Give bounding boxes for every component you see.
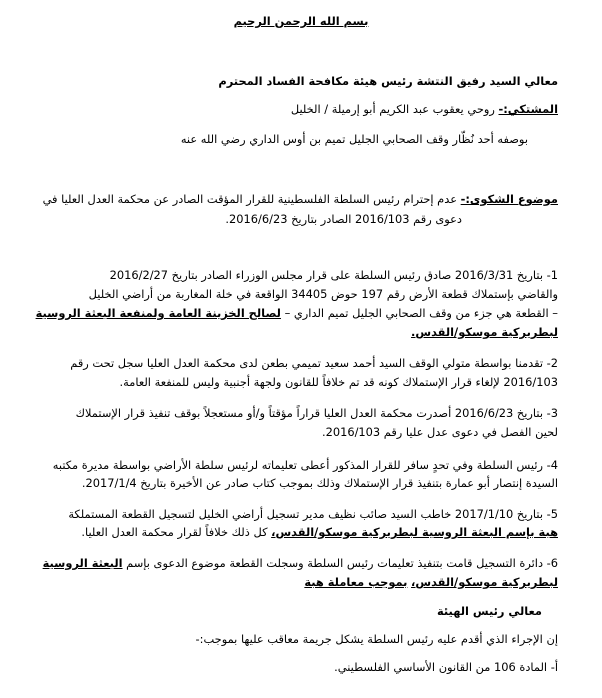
paragraph-1-line-1: 1- بتاريخ 2016/3/31 صادق رئيس السلطة على قرار مجلس الوزراء الصادر بتاريخ 2016/2/27 — [109, 268, 558, 282]
paragraph-4-line-2: السيدة إنتصار أبو عمارة بتنفيذ قرار الإستملاك وذلك بموجب كتاب صادر عن الأخيرة بتاريخ 2017/1/4. — [81, 476, 558, 490]
basmala: بسم الله الرحمن الرحيم — [233, 14, 369, 28]
paragraph-3-line-1: 3- بتاريخ 2016/6/23 أصدرت محكمة العدل العليا قراراً مؤقتاً و/أو مستعجلاً بوقف تنفيذ قرار الإستملاك — [75, 406, 558, 420]
paragraph-6-emphasis-3: بموجب معاملة هبة — [304, 575, 408, 589]
paragraph-6-line-2 — [304, 575, 558, 589]
paragraph-1-line-3 — [36, 306, 558, 320]
paragraph-1-line-4: لبطريركية موسكو/القدس. — [411, 325, 558, 339]
paragraph-6-emphasis-1: البعثة الروسية — [42, 556, 123, 570]
paragraph-2-line-1: 2- تقدمنا بواسطة متولي الوقف السيد أحمد سعيد تميمي بطعن لدى محكمة العدل العليا سجل تحت رقم — [70, 356, 558, 370]
paragraph-6-emphasis-2: لبطريركية موسكو/القدس، — [411, 575, 558, 589]
paragraph-5-line-1: 5- بتاريخ 2017/1/10 خاطب السيد صائب نظيف مدير تسجيل أراضي الخليل لتسجيل القطعة المستملكة — [68, 507, 558, 521]
closing-line: إن الإجراء الذي أقدم عليه رئيس السلطة يشكل جريمة معاقب عليها بموجب:- — [195, 632, 558, 646]
paragraph-1-emphasis: لصالح الخزينة العامة ولمنفعة البعثة الروسية — [35, 306, 281, 320]
complainant-value: روحي يعقوب عبد الكريم أبو إرميلة / الخليل — [290, 102, 499, 116]
paragraph-5-plain: كل ذلك خلافاً لقرار محكمة العدل العليا. — [81, 525, 272, 539]
complainant-line — [291, 102, 558, 116]
paragraph-6-plain: 6- دائرة التسجيل قامت بتنفيذ تعليمات رئيس السلطة وسجلت القطعة موضوع الدعوى بإسم — [122, 556, 558, 570]
closing-salutation: معالي رئيس الهيئة — [437, 604, 542, 618]
complainant-label: المشتكي:- — [498, 102, 558, 116]
capacity-line: بوصفه أحد نُظّار وقف الصحابي الجليل تميم بن أوس الداري رضي الله عنه — [180, 132, 528, 146]
paragraph-1-line-2: والقاضي بإستملاك قطعة الأرض رقم 197 حوض 34405 الواقعة في خلة المغاربة من أراضي الخليل — [88, 287, 558, 301]
paragraph-2-line-2: 2016/103 لإلغاء قرار الإستملاك كونه قد تم خلافاً للقانون ولجهة أجنبية وليس للمنفعة العامة. — [119, 375, 558, 389]
paragraph-4-line-1: 4- رئيس السلطة وفي تحدٍ سافر للقرار المذكور أعطى تعليماته لرئيس سلطة الأراضي بواسطة مديرة مكتبه — [52, 458, 558, 472]
subject-label: موضوع الشكوى:- — [460, 192, 558, 206]
paragraph-3-line-2: لحين الفصل في دعوى عدل عليا رقم 2016/103. — [321, 425, 558, 439]
subject-text-1: عدم إحترام رئيس السلطة الفلسطينية للقرار المؤقت الصادر عن محكمة العدل العليا في — [42, 192, 461, 206]
paragraph-6-line-1 — [43, 556, 558, 570]
addressee: معالي السيد رفيق النتشة رئيس هيئة مكافحة الفساد المحترم — [218, 74, 558, 88]
closing-item-a: أ- المادة 106 من القانون الأساسي الفلسطيني. — [334, 660, 558, 674]
subject-line-2: دعوى رقم 2016/103 الصادر بتاريخ 2016/6/23. — [225, 212, 462, 226]
paragraph-5-emphasis: هبة بإسم البعثة الروسية لبطريركية موسكو/القدس، — [271, 525, 558, 539]
paragraph-1-line-3-plain: – القطعة هي جزء من وقف الصحابي الجليل تميم الداري – — [280, 306, 558, 320]
subject-line-1 — [43, 192, 558, 206]
paragraph-5-line-2 — [81, 525, 558, 539]
